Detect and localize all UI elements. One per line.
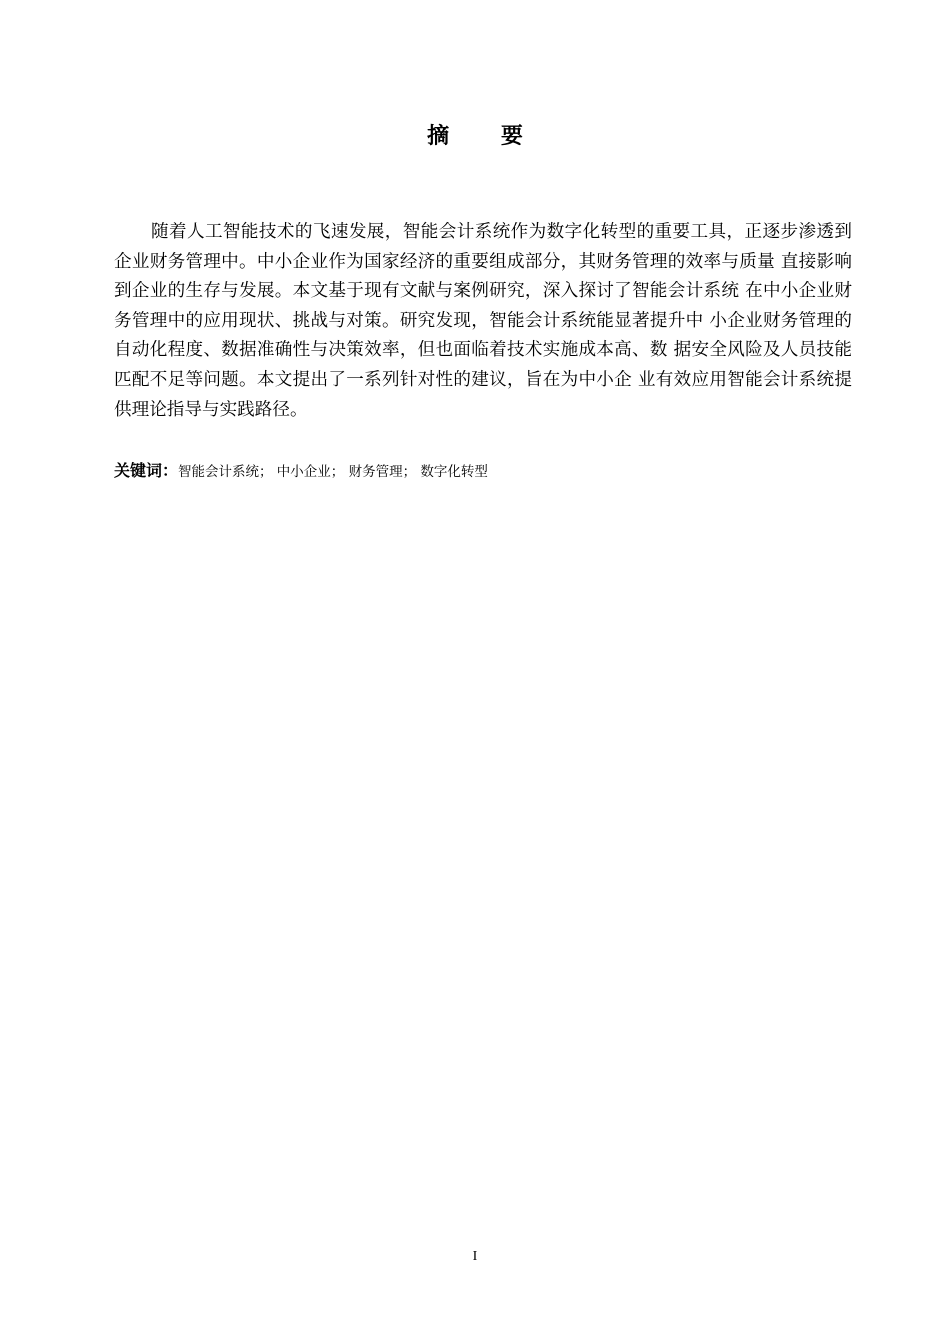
- page-number: I: [472, 1249, 478, 1264]
- page-title: 摘 要: [427, 124, 545, 149]
- abstract-paragraph: 随着人工智能技术的飞速发展，智能会计系统作为数字化转型的重要工具，正逐步渗透到企业财务管理中。中小企业作为国家经济的重要组成部分，其财务管理的效率与质量 直接影响到企业的生存与发展。本文基于现有文献与案例研究，深入探讨了智能会计系统 在中小企业财务管理中的应用现状、挑战与对策。研究发现，智能会计系统能显著提升中 小企业财务管理的自动化程度、数据准确性与决策效率，但也面临着技术实施成本高、数 据安全风险及人员技能匹配不足等问题。本文提出了一系列针对性的建议，旨在为中小企 业有效应用智能会计系统提供理论指导与实践路径。: [114, 222, 852, 420]
- keywords-line: [114, 458, 852, 485]
- keywords-label: 关键词：: [114, 461, 179, 480]
- keywords-text: 智能会计系统； 中小企业； 财务管理； 数字化转型: [178, 464, 488, 480]
